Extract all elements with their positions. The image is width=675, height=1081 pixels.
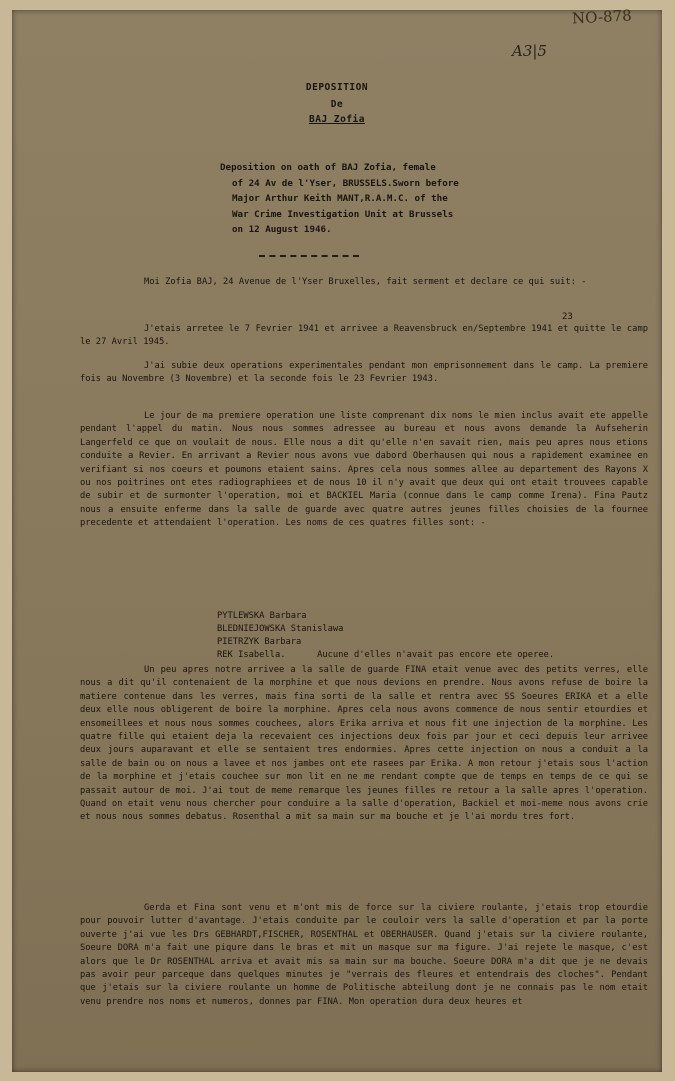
paragraph-operation-room	[80, 902, 648, 1009]
paragraph-text: Un peu apres notre arrivee a la salle de guarde FINA etait venue avec des petits verres, elle nous a dit qu'il contenaient de la morphine et que nous devions en prendre. Nous avons refuse de boire la matiere contenue dans les verres, mais fina sorti de la salle et rentra avec SS Soeures ERIKA et a elle deux elle nous obligerent de boire la morphine. Apres cela nous avons commence de nous sentir etourdies et ensomeillees et nous nous sommes couchees, alors Erika arriva et nous fit une injection de la morphine. Les quatre fille qui etaient deja la recevaient ces injections deux fois par jour et ceci depuis leur arrivee deux jours auparavant et elle se sentaient tres endormies. Apres cette injection on nous a conduit a la salle de bain ou on nous a lavee et nos jambes ont ete rasees par Erika. A mon retour j'etais sous l'action de la morphine et j'etais couchee sur mon lit en ne me rendant compte que de temps en temps de ce qui se passait autour de moi. J'ai tout de meme remarque les jeunes filles re retour a la salle apres l'operation. Quand on etait venu nous chercher pour conduire a la salle d'operation, Backiel et moi-meme nous avons crie et nous nous sommes debatus. Rosenthal a mit sa main sur ma bouche et je l'ai mordu tres fort.	[80, 665, 648, 823]
deponent-name: BAJ Zofia	[309, 114, 365, 125]
list-item: PYTLEWSKA Barbara	[217, 611, 307, 621]
names-list	[217, 610, 657, 662]
sworn-statement	[220, 160, 560, 238]
list-item: BLEDNIEJOWSKA Stanislawa	[217, 624, 344, 634]
paragraph-text: J'ai subie deux operations experimentales pendant mon emprisonnement dans le camp. La premiere fois au Novembre (3 Novembre) et la seconde fois le 23 Fevrier 1943.	[80, 361, 648, 385]
paragraph-morphine	[80, 664, 648, 825]
paragraph-text: Moi Zofia BAJ, 24 Avenue de l'Yser Bruxelles, fait serment et declare ce qui suit: -	[144, 277, 587, 287]
names-note: Aucune d'elles n'avait pas encore ete operee.	[317, 650, 555, 660]
paragraph-arrest	[80, 323, 648, 350]
list-item	[217, 649, 657, 662]
sworn-line: on 12 August 1946.	[232, 224, 332, 235]
sworn-line: War Crime Investigation Unit at Brussels	[232, 208, 454, 220]
section-divider	[259, 255, 359, 257]
list-item-name: REK Isabella.	[217, 650, 286, 660]
paragraph-text: J'etais arretee le 7 Fevrier 1941 et arrivee a Reavensbruck en/Septembre 1941 et quitte le camp le 27 Avril 1945.	[80, 324, 648, 348]
paragraph-text: Gerda et Fina sont venu et m'ont mis de force sur la civiere roulante, j'etais trop etourdie pour pouvoir lutter d'avantage. J'etais conduite par le couloir vers la salle d'operation et par la porte ouverte j'ai vue les Drs GEBHARDT,FISCHER, ROSENTHAL et OBERHAUSER. Quand j'etais sur la civiere roulante, Soeure DORA m'a fait une piqure dans le bras et mit un masque sur ma figure. J'ai rejete le masque, c'est alors que le Dr ROSENTHAL arriva et avait mis sa main sur ma bouche. Soeure DORA m'a dit que je ne devais pas avoir peur parceque dans quelques minutes je "verrais des fleures et entendrais des cloches". Pendant que j'etais sur la civiere roulante un homme de Politische abteilung dont je ne connais pas le nom etait venu prendre nos noms et numeros, donnes par FINA. Mon operation dura deux heures et	[80, 903, 648, 1007]
paragraph-first-operation	[80, 410, 648, 531]
paragraph-operations	[80, 360, 648, 387]
document-page	[12, 6, 662, 1072]
list-item: PIETRZYK Barbara	[217, 637, 302, 647]
sworn-line: of 24 Av de l'Yser, BRUSSELS.Sworn before	[232, 177, 459, 189]
document-title-de: De	[330, 99, 344, 110]
interlinear-correction: 23	[562, 312, 573, 322]
handwritten-note: A3|5	[512, 42, 547, 60]
sworn-line: Deposition on oath of BAJ Zofia, female	[220, 162, 436, 173]
document-title: DEPOSITION	[305, 82, 369, 93]
sworn-line: Major Arthur Keith MANT,R.A.M.C. of the	[232, 193, 448, 204]
reference-number: NO-878	[571, 6, 633, 28]
paragraph-text: Le jour de ma premiere operation une liste comprenant dix noms le mien inclus avait ete appelle pendant l'appel du matin. Nous nous sommes adressee au bureau et nous avons demande la Aufseherin Langerfeld ce que on voulait de nous. Elle nous a dit qu'elle n'en savait rien, mais peu apres nous etions conduite a Revier. En arrivant a Revier nous avons vue dabord Oberhausen qui nous a rapidement examinee en verifiant si nos coeurs et poumons etaient sains. Apres cela nous sommes allee au departement des Rayons X ou nos poitrines ont etes radiographiees et de nous 10 il n'y avait que deux qui ont etait trouvees capable de subir et de surmonter l'operation, moi et BACKIEL Maria (connue dans le camp comme Irena). Fina Pautz nous a ensuite enferme dans la salle de guarde avec quatre autres jeunes filles choisies de la fournee precedente et attendaient l'operation. Les noms de ces quatres filles sont: -	[80, 411, 648, 529]
paragraph-oath	[80, 276, 648, 289]
